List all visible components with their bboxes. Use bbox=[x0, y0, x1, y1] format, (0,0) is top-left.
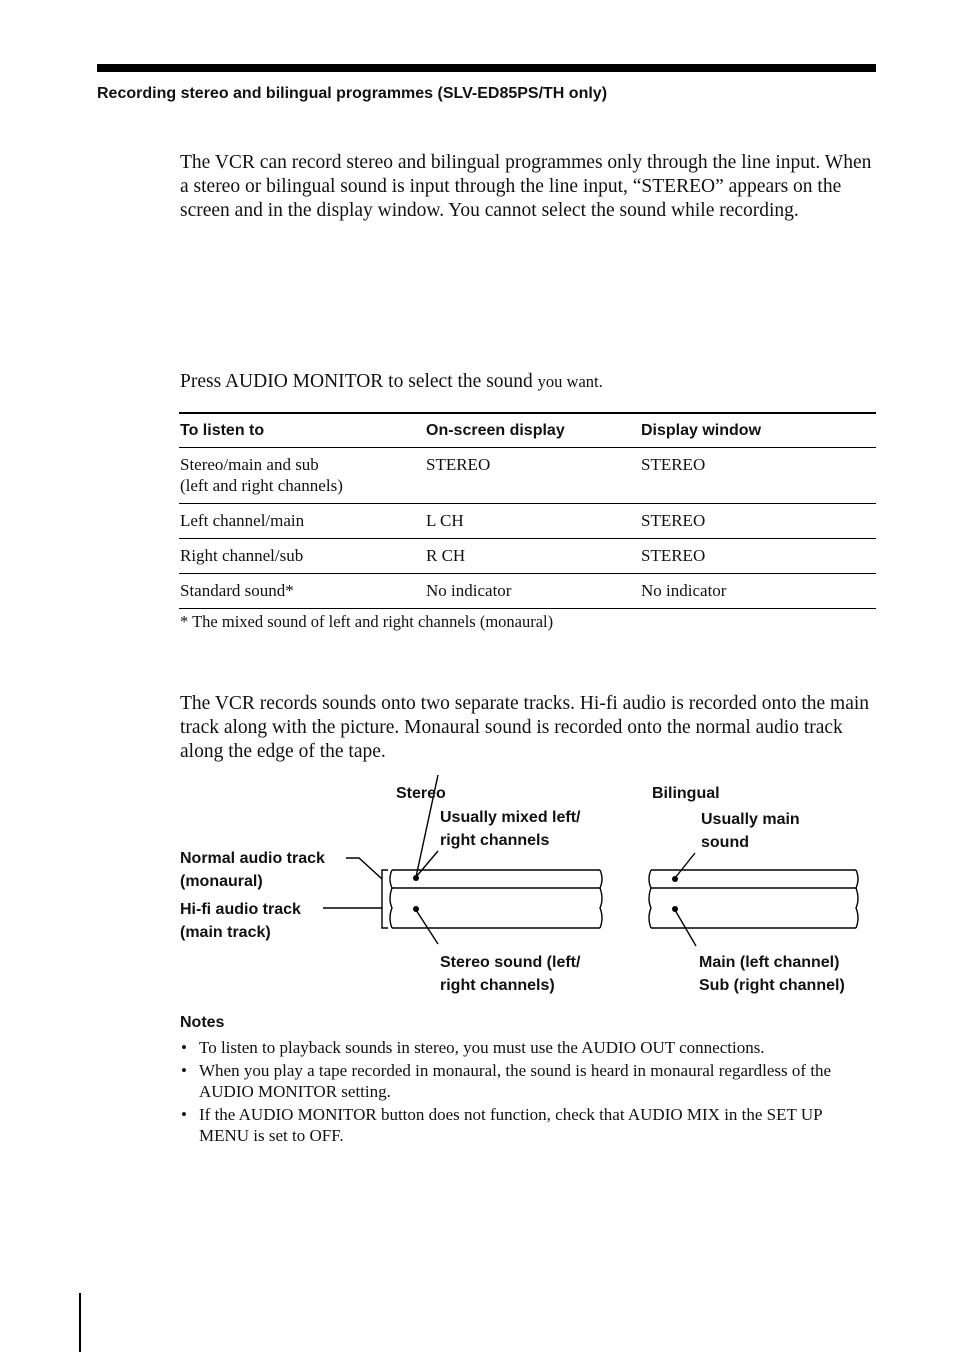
stereo-title: Stereo bbox=[396, 785, 446, 802]
note-text: To listen to playback sounds in stereo, you must use the AUDIO OUT connections. bbox=[199, 1038, 765, 1057]
cell-display-window: STEREO bbox=[640, 448, 876, 504]
cell-to-listen-to: Left channel/main bbox=[179, 504, 425, 539]
label-line: Normal audio track bbox=[180, 850, 325, 867]
cell-to-listen-to: Right channel/sub bbox=[179, 539, 425, 574]
notes-heading: Notes bbox=[180, 1014, 225, 1031]
label-line: (main track) bbox=[180, 924, 271, 941]
hifi-audio-track-label bbox=[180, 898, 301, 944]
sound-table bbox=[179, 412, 876, 609]
label-line: Stereo sound (left/ bbox=[440, 954, 581, 971]
header-display-window: Display window bbox=[640, 413, 876, 448]
cell-display-window: No indicator bbox=[640, 574, 876, 609]
label-line: Main (left channel) bbox=[699, 954, 840, 971]
cell-to-listen-to bbox=[179, 448, 425, 504]
bilingual-top-label bbox=[701, 808, 800, 854]
cell-on-screen-display: STEREO bbox=[425, 448, 640, 504]
normal-track-leader bbox=[346, 858, 382, 879]
normal-audio-track-label bbox=[180, 847, 325, 893]
list-item bbox=[180, 1104, 876, 1146]
label-line: Sub (right channel) bbox=[699, 977, 845, 994]
instruction-main: Press AUDIO MONITOR to select the sound bbox=[180, 371, 538, 392]
table-row bbox=[179, 504, 876, 539]
stereo-bottom-label bbox=[440, 951, 580, 997]
table-row bbox=[179, 539, 876, 574]
list-item bbox=[180, 1060, 876, 1102]
label-line: sound bbox=[701, 834, 749, 851]
notes-list bbox=[180, 1037, 876, 1148]
cell-to-listen-to: Standard sound* bbox=[179, 574, 425, 609]
cell-on-screen-display: R CH bbox=[425, 539, 640, 574]
label-line: Usually main bbox=[701, 811, 800, 828]
table-footnote: * The mixed sound of left and right channels (monaural) bbox=[180, 612, 554, 631]
table-row bbox=[179, 574, 876, 609]
header-on-screen-display: On-screen display bbox=[425, 413, 640, 448]
cell-line: (left and right channels) bbox=[180, 476, 343, 495]
label-line: right channels bbox=[440, 832, 550, 849]
bilingual-top-leader bbox=[675, 853, 695, 878]
cell-display-window: STEREO bbox=[640, 539, 876, 574]
top-rule bbox=[97, 64, 876, 72]
tape-track-diagram bbox=[170, 775, 880, 1010]
page-margin-bar bbox=[79, 1293, 81, 1352]
table-header-row bbox=[179, 413, 876, 448]
header-to-listen-to: To listen to bbox=[179, 413, 425, 448]
bullet-icon: • bbox=[181, 1105, 187, 1124]
tracks-paragraph: The VCR records sounds onto two separate tracks. Hi-fi audio is recorded onto the main track along with the picture. Monaural sound is recorded onto the normal audio track along the edge of the tape. bbox=[180, 693, 870, 762]
bullet-icon: • bbox=[181, 1061, 187, 1080]
cell-on-screen-display: L CH bbox=[425, 504, 640, 539]
stereo-bottom-leader bbox=[416, 910, 438, 944]
instruction-text bbox=[180, 371, 603, 393]
bullet-icon: • bbox=[181, 1038, 187, 1057]
cell-display-window: STEREO bbox=[640, 504, 876, 539]
label-line: (monaural) bbox=[180, 873, 263, 890]
list-item bbox=[180, 1037, 876, 1058]
section-title: Recording stereo and bilingual programmes (SLV-ED85PS/TH only) bbox=[97, 85, 608, 102]
table-row bbox=[179, 448, 876, 504]
label-line: right channels) bbox=[440, 977, 555, 994]
label-line: Hi-fi audio track bbox=[180, 901, 301, 918]
instruction-tail: you want. bbox=[537, 372, 603, 391]
note-text: When you play a tape recorded in monaural, the sound is heard in monaural regardless of the AUDIO MONITOR setting. bbox=[199, 1061, 832, 1101]
track-bracket bbox=[382, 870, 388, 928]
bilingual-title: Bilingual bbox=[652, 785, 720, 802]
note-text: If the AUDIO MONITOR button does not function, check that AUDIO MIX in the SET UP MENU is set to OFF. bbox=[199, 1105, 822, 1145]
stereo-top-label bbox=[440, 806, 581, 852]
cell-on-screen-display: No indicator bbox=[425, 574, 640, 609]
label-line: Usually mixed left/ bbox=[440, 809, 581, 826]
intro-paragraph: The VCR can record stereo and bilingual programmes only through the line input. When a stereo or bilingual sound is input through the line input, “STEREO” appears on the screen and in the display window. You cannot select the sound while recording. bbox=[180, 152, 872, 221]
bilingual-bottom-label bbox=[699, 951, 845, 997]
cell-line: Stereo/main and sub bbox=[180, 455, 319, 474]
